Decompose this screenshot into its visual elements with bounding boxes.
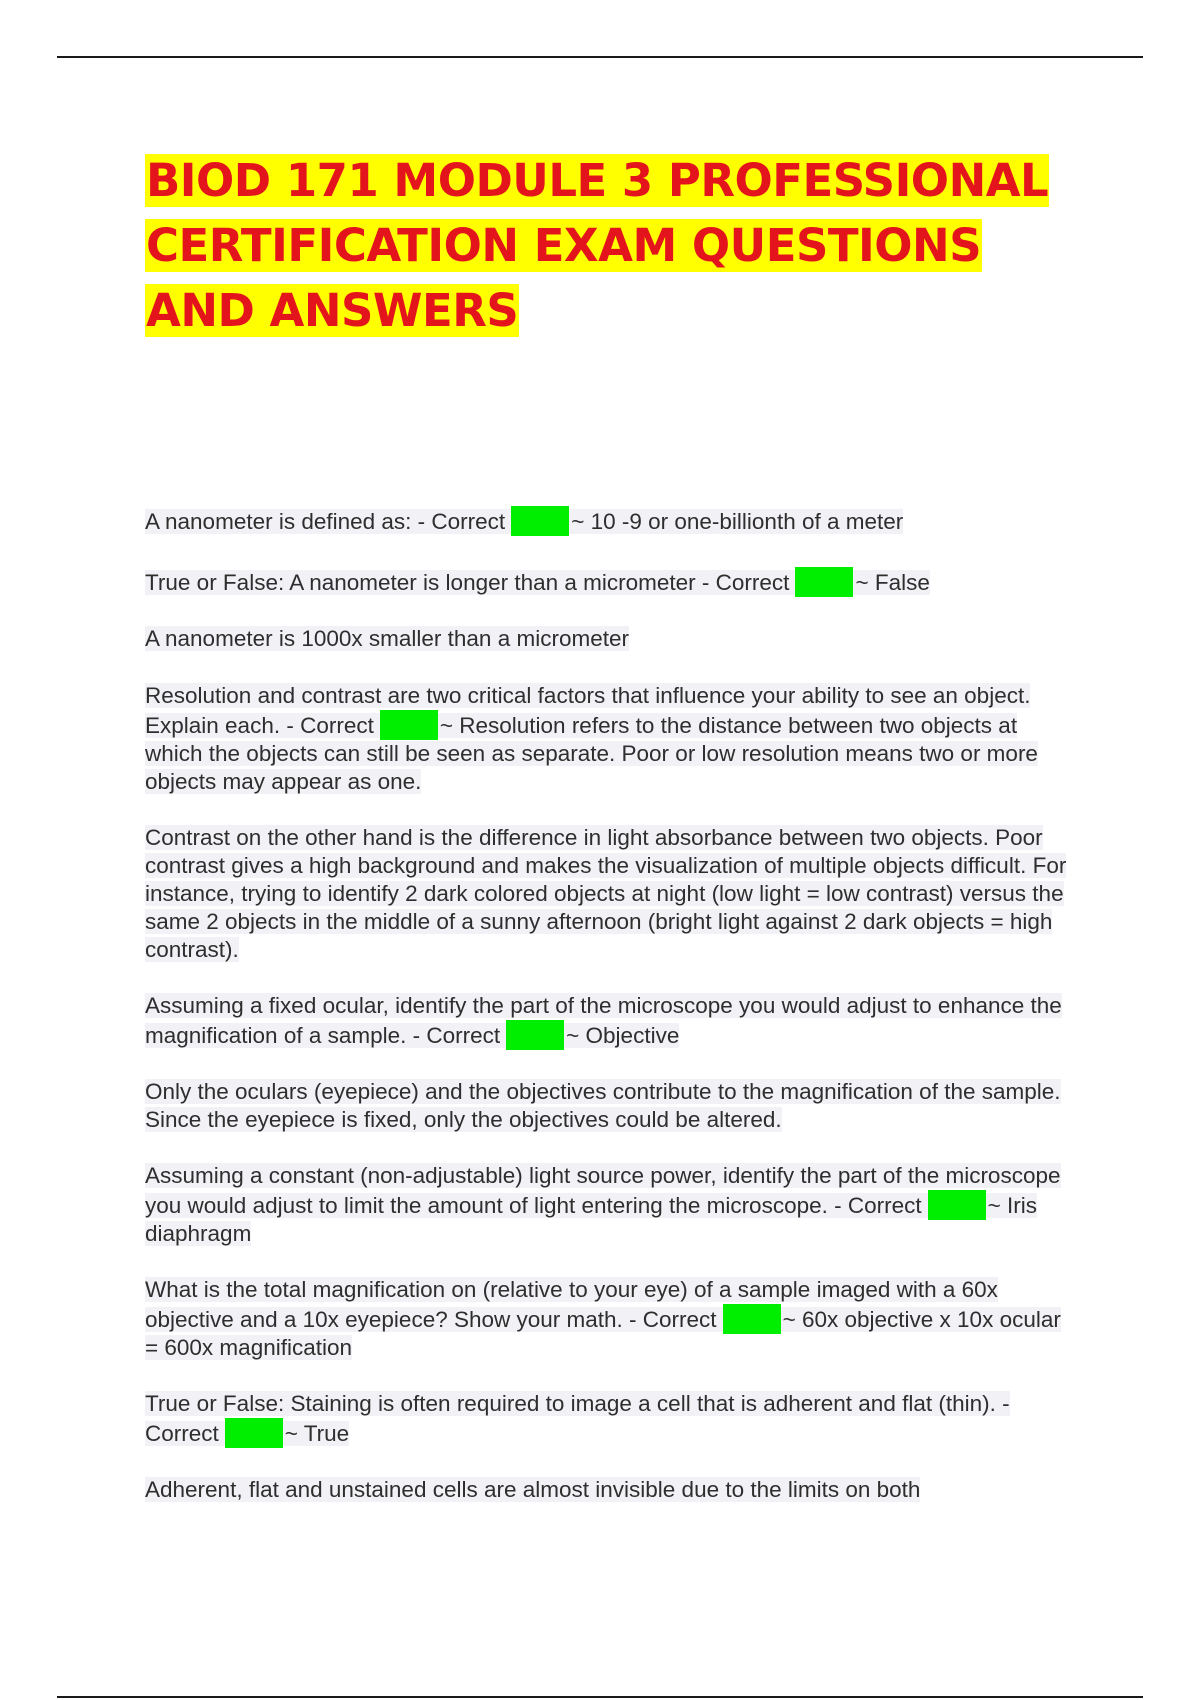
answer-text: ~ True bbox=[284, 1421, 350, 1446]
answer-marker: ANS bbox=[225, 1418, 283, 1448]
title-text: BIOD 171 MODULE 3 PROFESSIONAL CERTIFICATION EXAM QUESTIONS AND ANSWERS bbox=[146, 154, 1049, 337]
question-text: A nanometer is defined as: - Correct bbox=[145, 509, 506, 534]
question-text: Resolution and contrast are two critical factors that influence your ability to see an object. Explain each. - Correct bbox=[145, 683, 1031, 738]
answer-text: ~ 60x objective x 10x ocular = 600x magnification bbox=[145, 1307, 1061, 1360]
question-text: Assuming a constant (non-adjustable) light source power, identify the part of the microscope you would adjust to limit the amount of light entering the microscope. - Correct bbox=[145, 1163, 1061, 1218]
answer-text: ~ False bbox=[855, 570, 930, 595]
paragraph-text: Contrast on the other hand is the difference in light absorbance between two objects. Poor contrast gives a high background and makes the visualization of multiple objects difficult. For instance, trying to identify 2 dark colored objects at night (low light = low contrast) versus the same 2 objects in the middle of a sunny afternoon (bright light against 2 dark objects = high contrast). bbox=[145, 825, 1067, 962]
answer-marker: ANS bbox=[723, 1304, 781, 1334]
question-text: True or False: Staining is often required to image a cell that is adherent and flat (thin). - Correct bbox=[145, 1391, 1010, 1446]
answer-marker: ANS bbox=[380, 710, 438, 740]
text-paragraph bbox=[145, 625, 1075, 653]
paragraph-text: A nanometer is 1000x smaller than a micrometer bbox=[145, 626, 629, 651]
top-rule bbox=[57, 56, 1143, 58]
text-paragraph bbox=[145, 1476, 1075, 1504]
document-body bbox=[145, 506, 1075, 1532]
qa-item bbox=[145, 1390, 1075, 1448]
text-paragraph bbox=[145, 824, 1075, 964]
question-text: Assuming a fixed ocular, identify the part of the microscope you would adjust to enhance the magnification of a sample. - Correct bbox=[145, 993, 1062, 1048]
qa-item bbox=[145, 1276, 1075, 1362]
answer-text: ~ Objective bbox=[566, 1023, 680, 1048]
paragraph-text: Only the oculars (eyepiece) and the objectives contribute to the magnification of the sample. Since the eyepiece is fixed, only the objectives could be altered. bbox=[145, 1079, 1061, 1132]
question-text: True or False: A nanometer is longer than a micrometer - Correct bbox=[145, 570, 790, 595]
document-title bbox=[145, 148, 1075, 343]
question-text: What is the total magnification on (relative to your eye) of a sample imaged with a 60x objective and a 10x eyepiece? Show your math. - Correct bbox=[145, 1277, 998, 1332]
answer-marker: ANS bbox=[506, 1020, 564, 1050]
answer-text: ~ Resolution refers to the distance between two objects at which the objects can still be seen as separate. Poor or low resolution means two or more objects may appear as one. bbox=[145, 713, 1038, 794]
answer-marker: ANS bbox=[928, 1190, 986, 1220]
qa-item bbox=[145, 992, 1075, 1050]
answer-marker: ANS bbox=[795, 567, 853, 597]
answer-text: ~ 10 -9 or one-billionth of a meter bbox=[571, 509, 904, 534]
qa-item bbox=[145, 1162, 1075, 1248]
qa-item bbox=[145, 682, 1075, 796]
answer-marker: ANS bbox=[511, 506, 569, 536]
answer-text: ~ Iris diaphragm bbox=[145, 1193, 1038, 1246]
qa-item bbox=[145, 506, 1075, 536]
text-paragraph bbox=[145, 1078, 1075, 1134]
bottom-rule bbox=[57, 1696, 1143, 1698]
qa-item bbox=[145, 567, 1075, 597]
paragraph-text: Adherent, flat and unstained cells are almost invisible due to the limits on both bbox=[145, 1477, 921, 1502]
